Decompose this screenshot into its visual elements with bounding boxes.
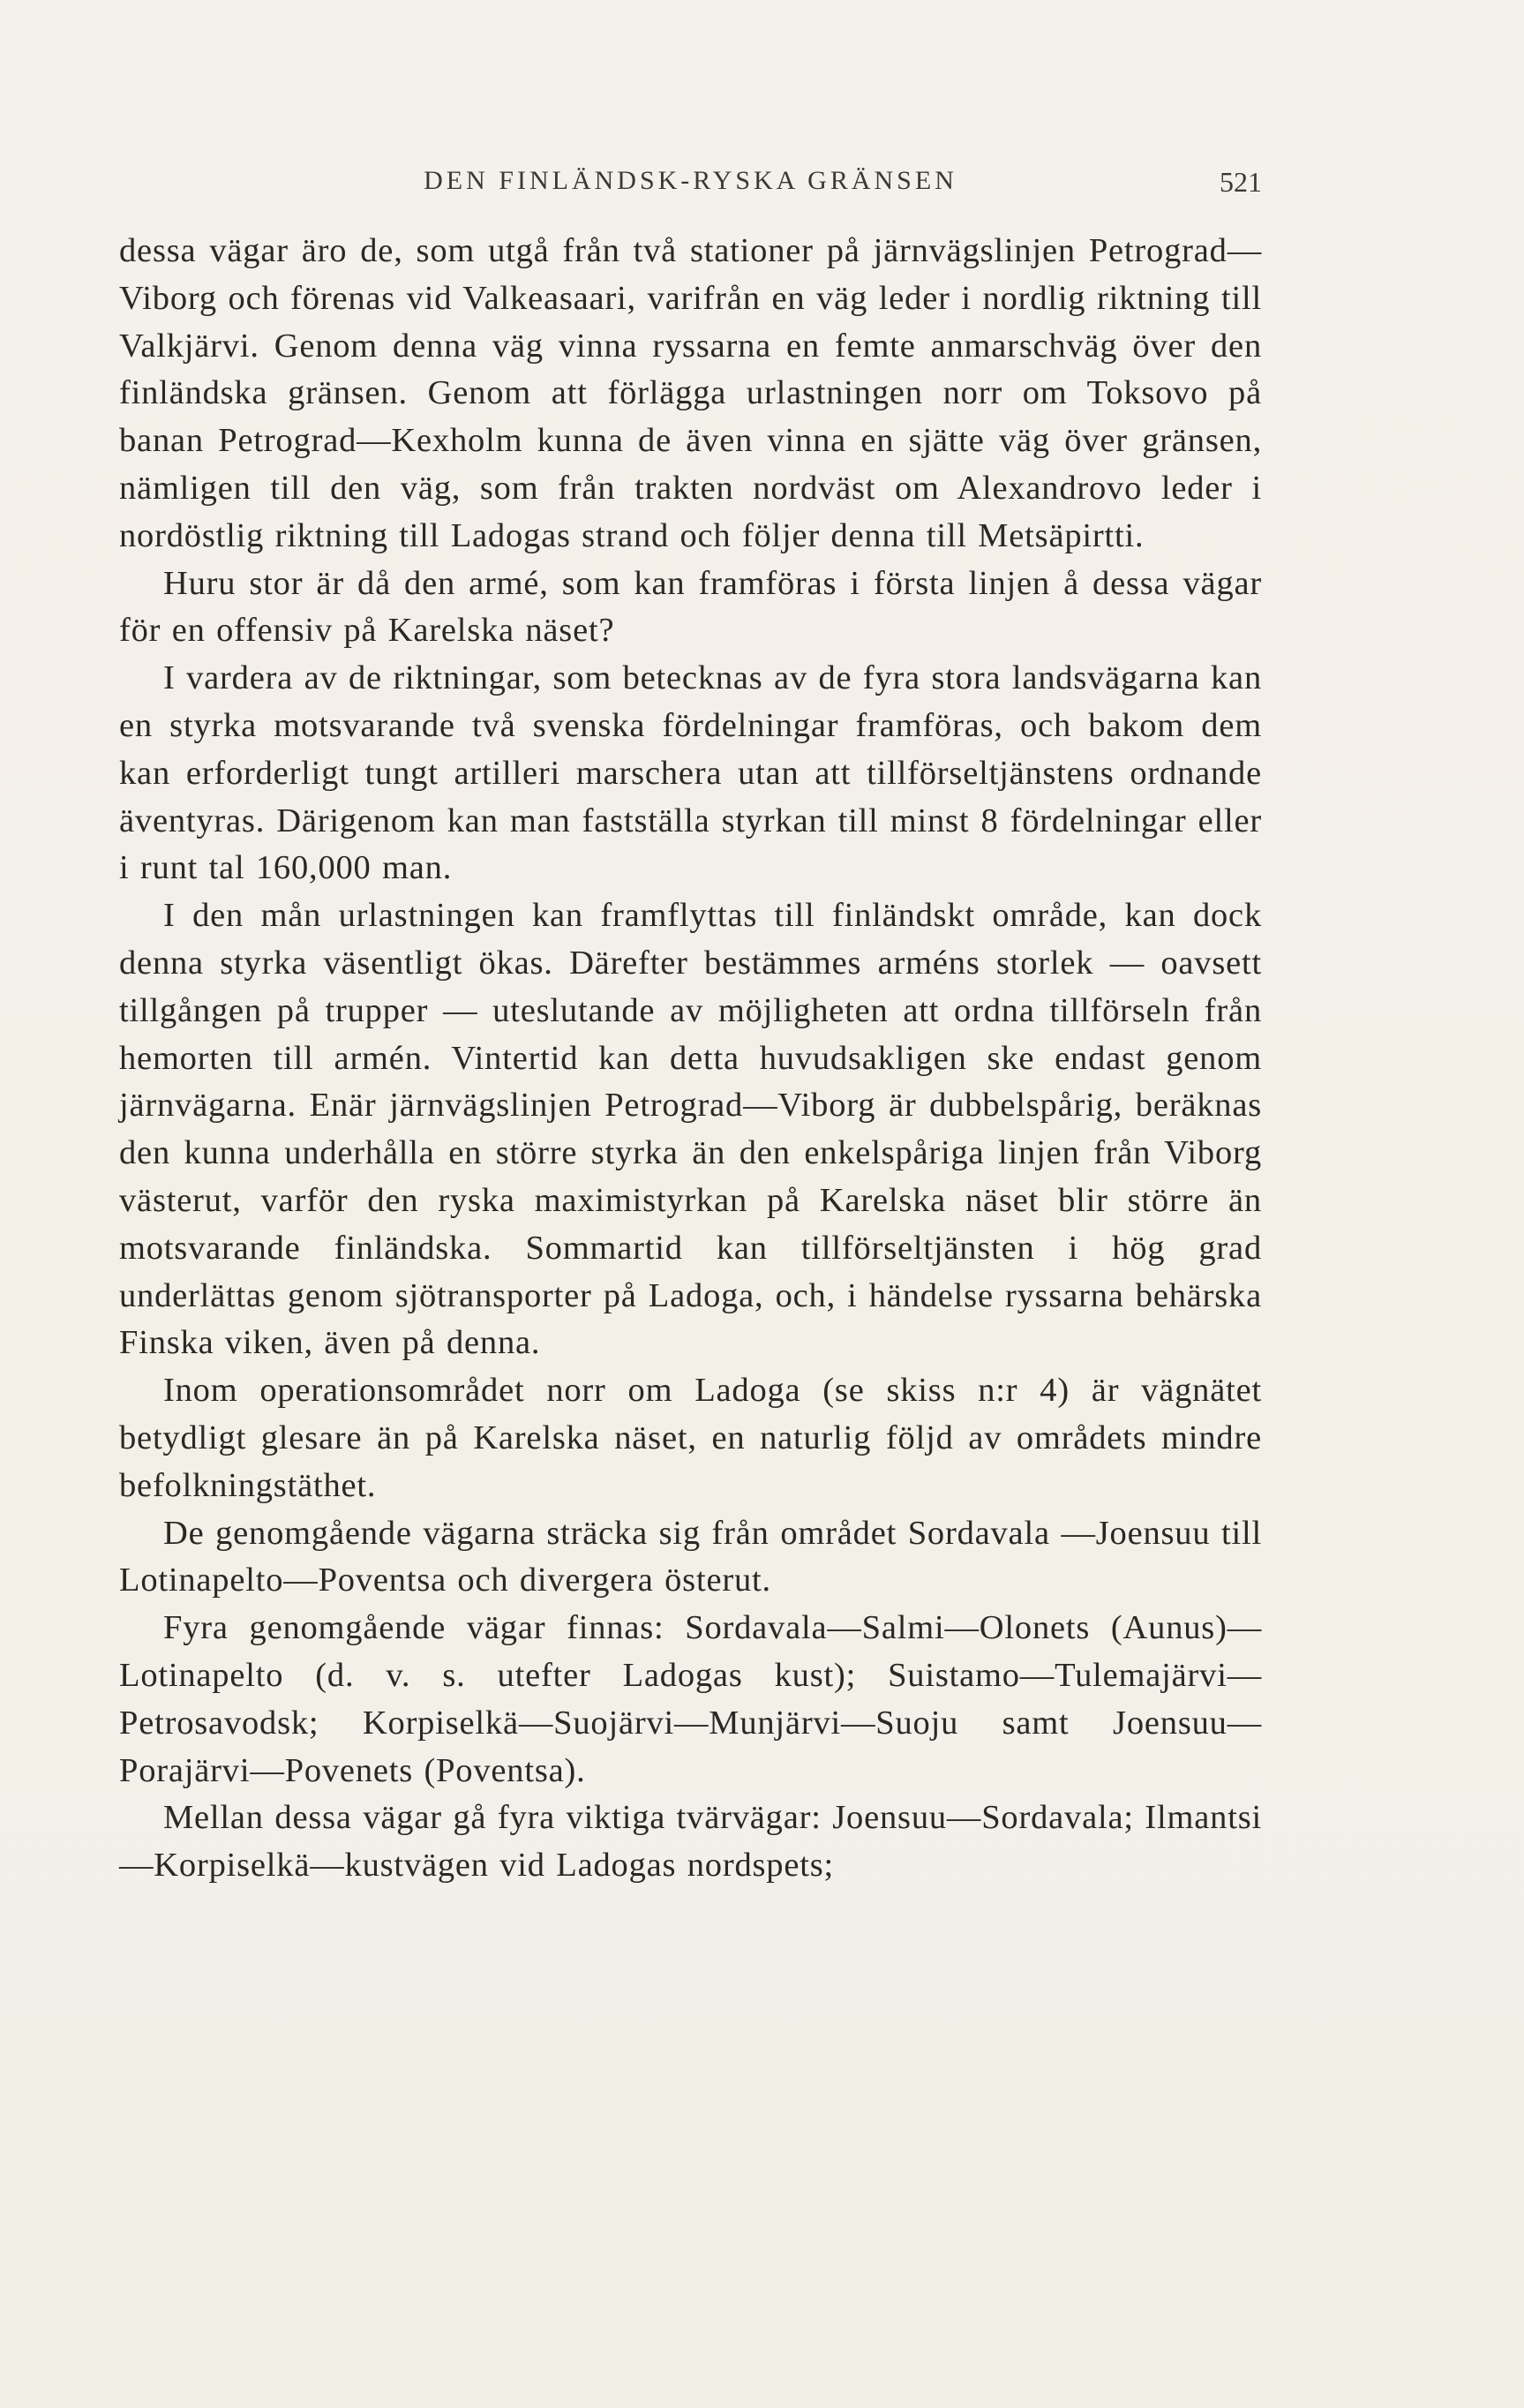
running-head xyxy=(119,166,1262,210)
paragraph: dessa vägar äro de, som utgå från två stationer på järnvägslinjen Petrograd—Viborg och förenas vid Valkeasaari, varifrån en väg leder i nordlig riktning till Valkjärvi. Genom denna väg vinna ryssarna en femte anmarschväg över den finländska gränsen. Genom att förlägga urlastningen norr om Toksovo på banan Petrograd—Kexholm kunna de även vinna en sjätte väg över gränsen, nämligen till den väg, som från trakten nordväst om Alexandrovo leder i nordöstlig riktning till Ladogas strand och följer denna till Metsäpirtti. xyxy=(119,232,1262,554)
paragraph: Inom operationsområdet norr om Ladoga (se skiss n:r 4) är vägnätet betydligt glesare än på Karelska näset, en naturlig följd av områdets mindre befolkningstäthet. xyxy=(119,1372,1262,1504)
paragraph: I den mån urlastningen kan framflyttas till finländskt område, kan dock denna styrka väsentligt ökas. Därefter bestämmes arméns storlek — oavsett tillgången på trupper — uteslutande av möjligheten att ordna tillförseln från hemorten till armén. Vintertid kan detta huvudsakligen ske endast genom järnvägarna. Enär järnvägslinjen Petrograd—Viborg är dubbelspårig, beräknas den kunna underhålla en större styrka än den enkelspåriga linjen från Viborg västerut, varför den ryska maximistyrkan på Karelska näset blir större än motsvarande finländska. Sommartid kan tillförseltjänsten i hög grad underlättas genom sjötransporter på Ladoga, och, i händelse ryssarna behärska Finska viken, även på denna. xyxy=(119,897,1262,1362)
paragraph: De genomgående vägarna sträcka sig från området Sordavala —Joensuu till Lotinapelto—Poventsa och divergera österut. xyxy=(119,1514,1262,1599)
paragraph: Mellan dessa vägar gå fyra viktiga tvärvägar: Joensuu—Sordavala; Ilmantsi—Korpiselkä—kustvägen vid Ladogas nordspets; xyxy=(119,1799,1262,1885)
paragraph: Fyra genomgående vägar finnas: Sordavala—Salmi—Olonets (Aunus)—Lotinapelto (d. v. s. utefter Ladogas kust); Suistamo—Tulemajärvi—Petrosavodsk; Korpiselkä—Suojärvi—Munjärvi—Suoju samt Joensuu—Porajärvi—Povenets (Poventsa). xyxy=(119,1609,1262,1789)
paragraph: Huru stor är då den armé, som kan framföras i första linjen å dessa vägar för en offensiv på Karelska näset? xyxy=(119,564,1262,650)
body-text xyxy=(119,228,1262,1890)
paragraph: I vardera av de riktningar, som betecknas av de fyra stora landsvägarna kan en styrka motsvarande två svenska fördelningar framföras, och bakom dem kan erforderligt tungt artilleri marschera utan att tillförseltjänstens ordnande äventyras. Därigenom kan man fastställa styrkan till minst 8 fördelningar eller i runt tal 160,000 man. xyxy=(119,659,1262,887)
page-number: 521 xyxy=(1220,166,1262,198)
running-title: DEN FINLÄNDSK-RYSKA GRÄNSEN xyxy=(424,166,957,195)
